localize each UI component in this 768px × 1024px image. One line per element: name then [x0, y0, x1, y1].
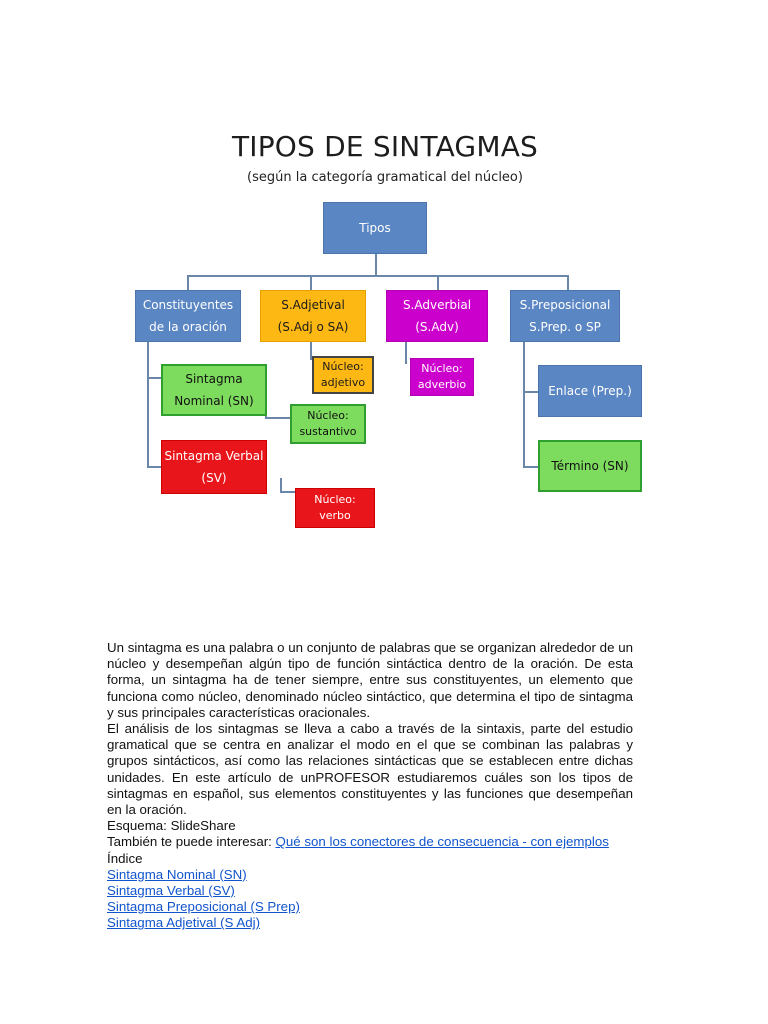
- box-label: Núcleo:: [421, 362, 463, 375]
- index-item: [107, 899, 633, 915]
- diagram-subtitle: (según la categoría gramatical del núcleo): [247, 170, 523, 185]
- box-label: Constituyentes: [142, 298, 234, 312]
- box-tipos-label: Tipos: [359, 221, 391, 235]
- box-termino: [538, 440, 642, 492]
- connector: [147, 377, 161, 379]
- box-enlace: [538, 365, 642, 417]
- related-article-link[interactable]: Qué son los conectores de consecuencia - con ejemplos: [275, 834, 609, 850]
- connector: [523, 391, 538, 393]
- index-heading: Índice: [107, 850, 143, 866]
- box-nucleo-verbo: [295, 488, 375, 528]
- box-constituyentes: [135, 290, 241, 342]
- connector: [187, 275, 189, 290]
- connector: [405, 342, 407, 364]
- connector: [280, 478, 282, 492]
- index-link-sintagma-verbal[interactable]: Sintagma Verbal (SV): [107, 883, 235, 899]
- box-label: Sintagma: [185, 372, 243, 386]
- box-s-adjetival: [260, 290, 366, 342]
- box-sintagma-nominal: [161, 364, 267, 416]
- connector: [147, 466, 161, 468]
- box-label: Término (SN): [551, 459, 629, 473]
- related-label: También te puede interesar:: [107, 834, 276, 850]
- box-label: S.Adjetival: [281, 298, 345, 312]
- box-label: adverbio: [417, 378, 467, 391]
- sintagmas-diagram: [120, 120, 650, 540]
- connector: [265, 417, 290, 419]
- box-label: Núcleo:: [307, 409, 349, 422]
- box-label: (SV): [201, 471, 227, 485]
- box-label: Sintagma Verbal: [164, 449, 264, 463]
- connector: [437, 275, 439, 290]
- connector: [280, 491, 295, 493]
- box-label: S.Preposicional: [519, 298, 611, 312]
- connector: [187, 275, 569, 277]
- box-s-adverbial: [386, 290, 488, 342]
- article-body: [107, 640, 633, 932]
- box-label: verbo: [319, 509, 351, 522]
- connector: [523, 342, 525, 467]
- box-label: (S.Adj o SA): [277, 320, 349, 334]
- box-nucleo-adjetivo: [312, 356, 374, 394]
- index-link-sintagma-nominal[interactable]: Sintagma Nominal (SN): [107, 866, 247, 882]
- box-sintagma-verbal: [161, 440, 267, 494]
- diagram-title: TIPOS DE SINTAGMAS: [231, 130, 539, 163]
- connector: [375, 252, 377, 276]
- index-link-sintagma-preposicional[interactable]: Sintagma Preposicional (S Prep): [107, 899, 300, 915]
- connector: [310, 275, 312, 290]
- box-s-preposicional: [510, 290, 620, 342]
- index-item: [107, 867, 633, 883]
- box-nucleo-adverbio: [410, 358, 474, 396]
- box-label: sustantivo: [299, 425, 357, 438]
- box-label: adjetivo: [320, 376, 366, 389]
- box-label: (S.Adv): [415, 320, 459, 334]
- box-nucleo-sustantivo: [290, 404, 366, 444]
- box-label: Enlace (Prep.): [548, 384, 632, 398]
- box-label: S.Adverbial: [402, 298, 472, 312]
- box-label: Núcleo:: [322, 360, 364, 373]
- index-link-sintagma-adjetival[interactable]: Sintagma Adjetival (S Adj): [107, 915, 260, 931]
- box-label: S.Prep. o SP: [529, 320, 601, 334]
- connector: [567, 275, 569, 290]
- paragraph-analysis: El análisis de los sintagmas se lleva a cabo a través de la sintaxis, parte del estudio gramatical que se centra en analizar el modo en el que se combinan las palabras y grupos sintácticos, así como las relaciones sintácticas que se establecen entre dichas unidades. En este artículo de unPROFESOR estudiaremos cuáles son los tipos de sintagmas en español, sus elementos constituyentes y las funciones que desempeñan en la oración.: [107, 721, 633, 818]
- connector: [523, 466, 538, 468]
- index-item: [107, 883, 633, 899]
- connector: [147, 342, 149, 467]
- box-tipos: [323, 202, 427, 254]
- box-label: Núcleo:: [314, 493, 356, 506]
- index-item: [107, 915, 633, 931]
- box-label: Nominal (SN): [174, 394, 254, 408]
- esquema-credit: Esquema: SlideShare: [107, 818, 236, 834]
- box-label: de la oración: [149, 320, 227, 334]
- paragraph-intro: Un sintagma es una palabra o un conjunto de palabras que se organizan alrededor de un núcleo y desempeñan algún tipo de función sintáctica dentro de la oración. De esta forma, un sintagma ha de tener siempre, entre sus constituyentes, un elemento que funciona como núcleo, denominado núcleo sintáctico, que determina el tipo de sintagma y sus principales características oracionales.: [107, 640, 633, 720]
- related-line: [107, 834, 633, 850]
